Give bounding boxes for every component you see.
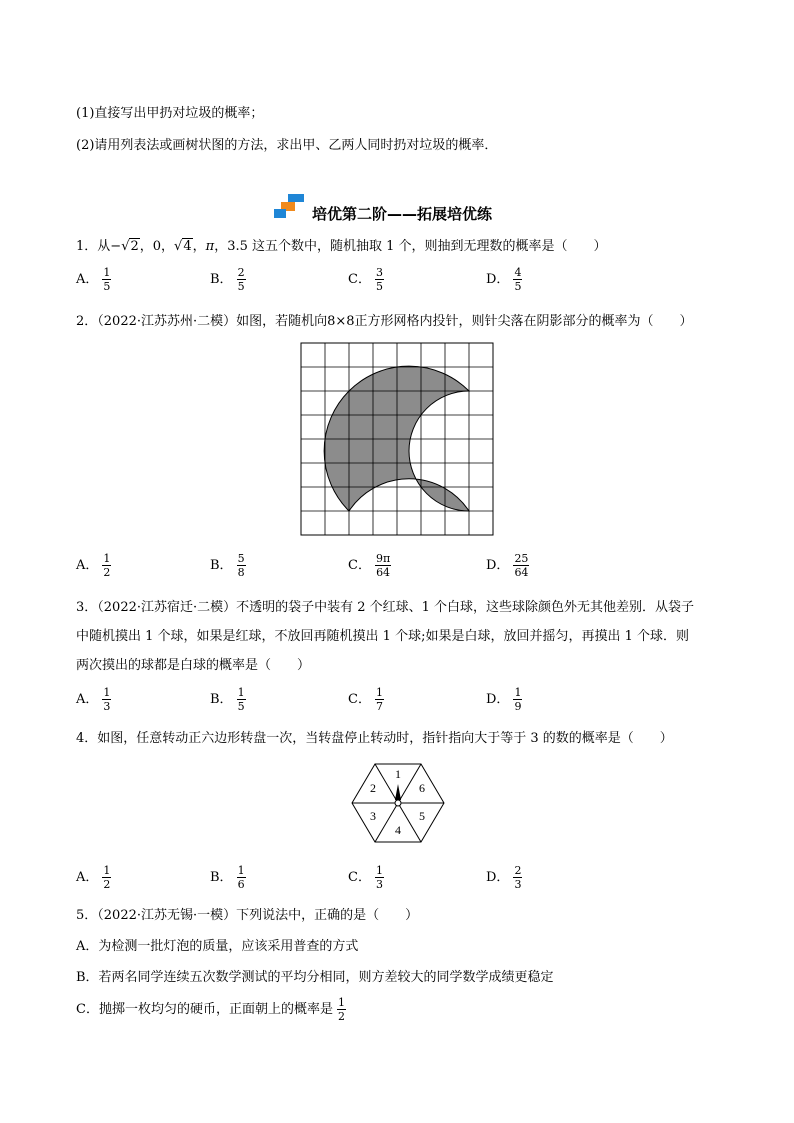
q1-option-d-label: D． (486, 272, 510, 287)
q4-option-c-label: C． (348, 870, 371, 885)
q4-option-c[interactable] (348, 864, 384, 891)
sector-3: 3 (370, 809, 376, 823)
sector-1: 1 (395, 767, 401, 781)
fraction-denominator: 3 (514, 878, 522, 891)
fraction-numerator: 25 (514, 552, 529, 565)
q1-option-a-fraction (102, 266, 111, 293)
sector-5: 5 (419, 809, 425, 823)
q1-minus: − (110, 239, 122, 254)
q4-option-d[interactable] (486, 864, 522, 891)
fraction-numerator: 5 (237, 552, 245, 565)
sector-4: 4 (395, 823, 401, 837)
q1-pi: π (205, 239, 215, 254)
sector-6: 6 (419, 781, 425, 795)
pointer-icon (395, 784, 401, 806)
section-icon (272, 193, 308, 221)
q1-option-c-fraction (375, 266, 384, 293)
fraction-denominator: 5 (514, 280, 522, 293)
q3-option-c[interactable] (348, 686, 384, 713)
q3-option-d-fraction (513, 686, 522, 713)
fraction-denominator: 2 (337, 1010, 345, 1023)
q3-option-b[interactable] (210, 686, 246, 713)
q1-sep1: ，0， (139, 239, 175, 254)
fraction-numerator: 1 (375, 686, 383, 699)
fraction-numerator: 2 (514, 864, 522, 877)
fraction-numerator: 2 (237, 266, 245, 279)
q1-prefix: 1．从 (76, 239, 111, 254)
q1-option-d-fraction (513, 266, 522, 293)
fraction-denominator: 7 (375, 700, 383, 713)
fraction-denominator: 5 (237, 280, 245, 293)
fraction-denominator: 64 (514, 566, 529, 579)
question-3-line-1: 3．（2022·江苏宿迁·二模）不透明的袋子中装有 2 个红球、1 个白球，这些球除颜色外无其他差别．从袋子 (76, 600, 695, 615)
q5-option-a[interactable]: A．为检测一批灯泡的质量，应该采用普查的方式 (76, 939, 359, 954)
fraction-numerator: 1 (103, 864, 111, 877)
q3-option-a-label: A． (76, 692, 99, 707)
fraction-numerator: 9π (375, 552, 391, 565)
question-3-line-3: 两次摸出的球都是白球的概率是（ ） (76, 658, 311, 673)
q2-option-c-fraction (375, 552, 391, 579)
fraction-denominator: 6 (237, 878, 245, 891)
q2-option-a-fraction (102, 552, 111, 579)
q4-option-b-label: B． (210, 870, 233, 885)
q1-option-b-fraction (237, 266, 246, 293)
fraction-denominator: 5 (237, 700, 245, 713)
q2-option-b-label: B． (210, 558, 233, 573)
q1-option-c-label: C． (348, 272, 371, 287)
fraction-numerator: 3 (375, 266, 383, 279)
question-5: 5．（2022·江苏无锡·一模）下列说法中，正确的是（ ） (76, 908, 419, 923)
fraction-numerator: 1 (337, 996, 345, 1009)
q3-option-a-fraction (102, 686, 111, 713)
q3-option-d-label: D． (486, 692, 510, 707)
q4-option-a-fraction (102, 864, 111, 891)
fraction-denominator: 2 (103, 878, 111, 891)
q4-option-a[interactable] (76, 864, 111, 891)
q4-option-b[interactable] (210, 864, 246, 891)
q2-grid-figure (300, 342, 494, 536)
prev-subquestion-1: (1)直接写出甲扔对垃圾的概率； (76, 106, 264, 121)
fraction-denominator: 64 (376, 566, 391, 579)
fraction-denominator: 5 (375, 280, 383, 293)
fraction-numerator: 1 (375, 864, 383, 877)
fraction-numerator: 1 (514, 686, 522, 699)
q2-option-d-label: D． (486, 558, 510, 573)
q5-option-c-text: C．抛掷一枚均匀的硬币，正面朝上的概率是 (76, 1002, 333, 1017)
fraction-numerator: 1 (103, 686, 111, 699)
sector-2: 2 (370, 781, 376, 795)
fraction-numerator: 1 (103, 266, 111, 279)
q1-sqrt2: √2 (121, 239, 139, 254)
q4-option-d-fraction (513, 864, 522, 891)
prev-subquestion-2: (2)请用列表法或画树状图的方法，求出甲、乙两人同时扔对垃圾的概率． (76, 138, 498, 153)
q1-option-d[interactable] (486, 266, 522, 293)
fraction-numerator: 1 (103, 552, 111, 565)
q5-option-c-fraction (337, 996, 346, 1023)
q1-sep2: ， (192, 239, 206, 254)
q4-option-c-fraction (375, 864, 384, 891)
fraction-numerator: 1 (237, 686, 245, 699)
fraction-denominator: 3 (375, 878, 383, 891)
question-1 (76, 235, 607, 254)
q4-option-d-label: D． (486, 870, 510, 885)
q5-option-c[interactable] (76, 996, 346, 1023)
q3-option-b-fraction (237, 686, 246, 713)
q5-option-b[interactable]: B．若两名同学连续五次数学测试的平均分相同，则方差较大的同学数学成绩更稳定 (76, 970, 554, 985)
q2-option-b[interactable] (210, 552, 246, 579)
q2-option-b-fraction (237, 552, 246, 579)
q3-option-b-label: B． (210, 692, 233, 707)
q4-option-b-fraction (237, 864, 246, 891)
q3-option-c-label: C． (348, 692, 371, 707)
fraction-numerator: 1 (237, 864, 245, 877)
q2-option-d-fraction (513, 552, 529, 579)
q2-option-a[interactable] (76, 552, 111, 579)
question-2: 2．（2022·江苏苏州·二模）如图，若随机向8×8正方形网格内投针，则针尖落在阴影部分的概率为（ ） (76, 314, 693, 329)
question-3-line-2: 中随机摸出 1 个球，如果是红球，不放回再随机摸出 1 个球;如果是白球，放回并摇匀，再摸出 1 个球．则 (76, 629, 689, 644)
fraction-denominator: 8 (237, 566, 245, 579)
q1-sqrt2-radicand: 2 (130, 239, 139, 254)
q1-sqrt4: √4 (174, 239, 192, 254)
q1-option-a[interactable] (76, 266, 111, 293)
q2-option-c[interactable] (348, 552, 391, 579)
fraction-denominator: 3 (103, 700, 111, 713)
q1-option-b[interactable] (210, 266, 246, 293)
q2-option-c-label: C． (348, 558, 371, 573)
q1-sqrt4-radicand: 4 (183, 239, 192, 254)
shaded-region (324, 366, 469, 511)
q2-option-d[interactable] (486, 552, 529, 579)
q1-option-b-label: B． (210, 272, 233, 287)
q3-option-c-fraction (375, 686, 384, 713)
section-title: 培优第二阶——拓展培优练 (312, 205, 493, 223)
q3-option-d[interactable] (486, 686, 522, 713)
q1-option-a-label: A． (76, 272, 99, 287)
question-4: 4．如图，任意转动正六边形转盘一次，当转盘停止转动时，指针指向大于等于 3 的数的概率是（ ） (76, 731, 673, 746)
q4-option-a-label: A． (76, 870, 99, 885)
q2-option-a-label: A． (76, 558, 99, 573)
fraction-numerator: 4 (514, 266, 522, 279)
fraction-denominator: 2 (103, 566, 111, 579)
q1-rest: ，3.5 这五个数中，随机抽取 1 个，则抽到无理数的概率是（ ） (214, 239, 607, 254)
q3-option-a[interactable] (76, 686, 111, 713)
q1-option-c[interactable] (348, 266, 384, 293)
q4-hexagon-spinner (350, 762, 446, 846)
fraction-denominator: 9 (514, 700, 522, 713)
fraction-denominator: 5 (103, 280, 111, 293)
